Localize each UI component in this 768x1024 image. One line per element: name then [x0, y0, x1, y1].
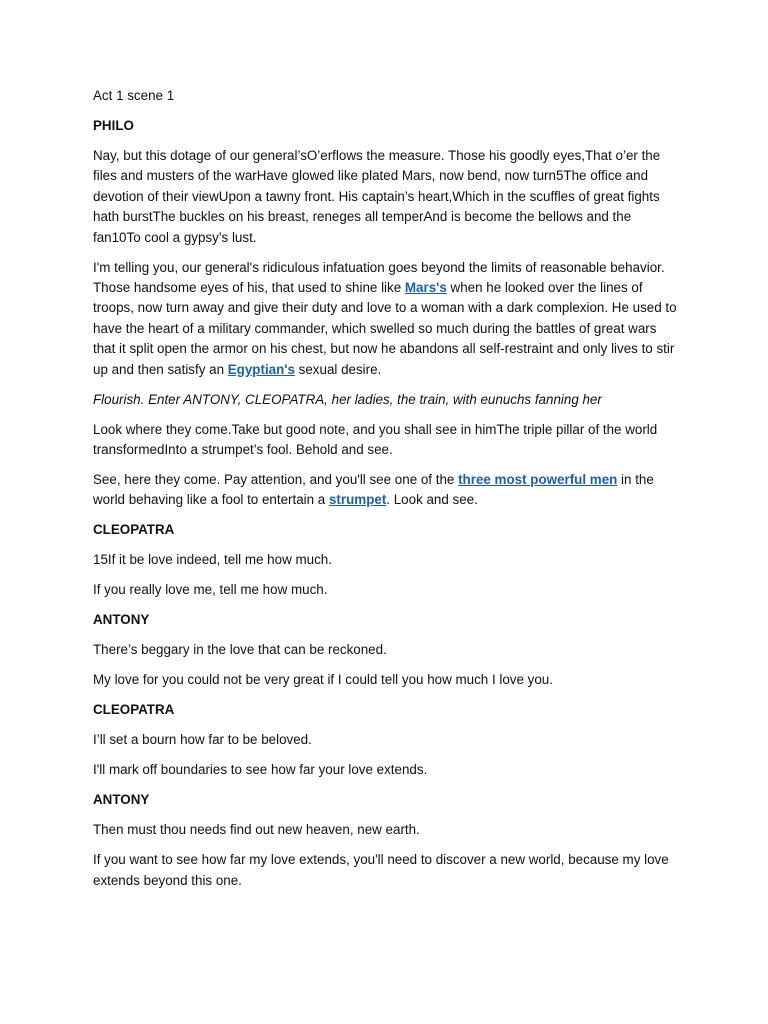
stage-direction-part1: Flourish. Enter ANTONY, CLEOPATRA, — [93, 391, 332, 407]
stage-direction-part2: her ladies, the train, with eunuchs fanning her — [331, 391, 602, 407]
philo-original-text: Nay, but this dotage of our general’sO’erflows the measure. Those his goodly eyes,That o’er the files and musters of the warHave glowed like plated Mars, now bend, now turn5The office and devotion of their viewUpon a tawny front. His captain’s heart,Which in the scuffles of great fights hath burstThe buckles on his breast, reneges all temperAnd is become the bellows and the fan10To cool a gypsy’s lust. — [93, 148, 661, 245]
philo2-original-text: Look where they come.Take but good note, and you shall see in himThe triple pillar of the world transformedInto a strumpet’s fool. Behold and see. — [93, 421, 658, 458]
philo-modern-text — [93, 258, 677, 380]
antony2-modern-text: If you want to see how far my love extends, you'll need to discover a new world, because my love extends beyond this one. — [93, 852, 669, 888]
egyptians-link[interactable]: Egyptian's — [227, 361, 295, 377]
cleopatra2-original-text: I’ll set a bourn how far to be beloved. — [93, 732, 312, 748]
strumpet-link[interactable]: strumpet — [328, 492, 387, 508]
speaker-cleopatra-2: CLEOPATRA — [93, 702, 175, 718]
speaker-antony-2: ANTONY — [93, 792, 150, 808]
three-powerful-men-link[interactable]: three most powerful men — [458, 472, 618, 488]
cleopatra2-modern-text: I'll mark off boundaries to see how far your love extends. — [93, 762, 428, 778]
antony2-original-text: Then must thou needs find out new heaven, new earth. — [93, 822, 420, 838]
scene-title: Act 1 scene 1 — [93, 88, 175, 103]
philo2-modern-part3: . Look and see. — [386, 492, 478, 508]
speaker-antony-1: ANTONY — [93, 612, 150, 628]
stage-direction — [93, 390, 677, 410]
antony1-modern-text: My love for you could not be very great if I could tell you how much I love you. — [93, 672, 553, 688]
antony1-original-text: There’s beggary in the love that can be reckoned. — [93, 642, 387, 658]
cleopatra1-original-text: 15If it be love indeed, tell me how much. — [93, 552, 332, 568]
philo-modern-part1: I'm telling you, our general's ridiculous infatuation goes beyond the limits of reasonable behavior. Those handsome eyes of his, that used to shine like — [93, 259, 665, 296]
philo-modern-part3: sexual desire. — [294, 361, 382, 377]
philo-modern-part2: when he looked over the lines of troops, now turn away and give their duty and love to a woman with a dark complexion. He used to have the heart of a military commander, which swelled so much during the battles of great wars that it split open the armor on his chest, but now he abandons all self-restraint and only lives to stir up and then satisfy an — [93, 280, 677, 377]
document-page — [93, 86, 677, 901]
philo2-modern-part2: in the world behaving like a fool to entertain a — [93, 472, 654, 508]
speaker-philo: PHILO — [93, 118, 134, 133]
speaker-cleopatra-1: CLEOPATRA — [93, 522, 175, 538]
philo2-modern-text — [93, 470, 677, 511]
philo2-modern-part1: See, here they come. Pay attention, and you'll see one of the — [93, 472, 459, 488]
cleopatra1-modern-text: If you really love me, tell me how much. — [93, 582, 328, 598]
mars-link[interactable]: Mars's — [404, 280, 447, 296]
